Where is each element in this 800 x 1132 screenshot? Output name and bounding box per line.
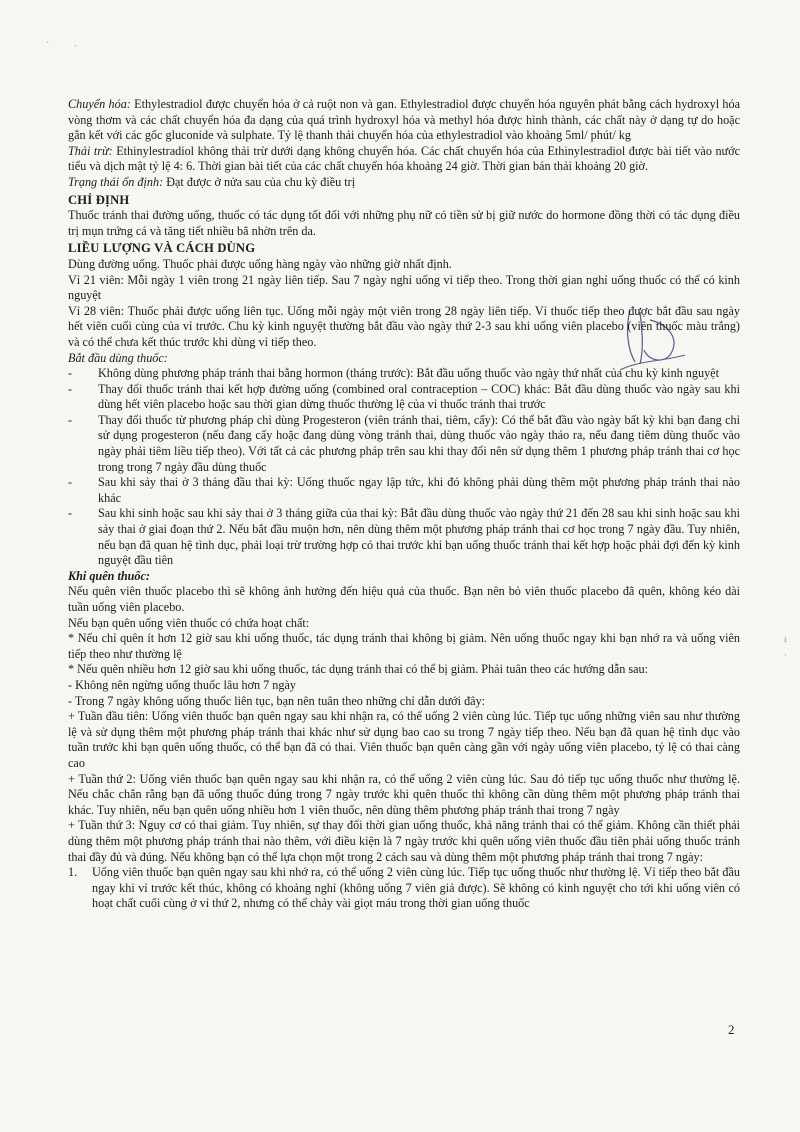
bullet-dash: - xyxy=(68,506,73,521)
paragraph-label: Chuyển hóa: xyxy=(68,97,131,111)
list-item-text: Thay đổi thuốc từ phương pháp chỉ dùng Progesteron (viên tránh thai, tiêm, cấy): Có thể bắt đầu vào ngày bất kỳ khi bạn đang chỉ sử dụng progesteron (nếu đang cấy hoặc đang dùng vòng tránh thai, dùng thuốc vào ngày tháo ra, nếu đang tiêm dùng thuốc vào ngày phải tiêm liều tiếp theo). Với tất cả các phương pháp trên sau khi thay đổi nên sử dụng thêm 1 phương pháp tránh thai cơ học trong trong 7 ngày đầu dùng thuốc xyxy=(98,412,740,474)
numbered-item xyxy=(68,865,740,912)
list-item xyxy=(68,475,740,506)
section-heading: CHỈ ĐỊNH xyxy=(68,192,130,207)
list-item-text: Thay đổi thuốc tránh thai kết hợp đường uống (combined oral contraception – COC) khác: Bắt đầu dùng thuốc vào ngày sau khi dùng hết viên placebo hoặc sau thời gian dừng thuốc thường lệ của vỉ thuốc tránh thai trước xyxy=(98,381,740,412)
paragraph: Nếu quên viên thuốc placebo thì sẽ không ảnh hưởng đến hiệu quả của thuốc. Bạn nên bỏ viên thuốc placebo đã quên, không kéo dài tuần uống viên placebo. xyxy=(68,584,740,614)
list-item-text: Sau khi sinh hoặc sau khi sảy thai ở 3 tháng giữa của thai kỳ: Bắt đầu dùng thuốc vào ngày thứ 21 đến 28 sau khi sinh hoặc sau khi sảy thai ở giai đoạn thứ 2. Nếu bắt đầu muộn hơn, nên dùng thêm một phương pháp tránh thai cơ học trong 7 ngày đầu. Tuy nhiên, nếu bạn đã quan hệ tình dục, phải loại trừ trường hợp có thai trước khi bạn uống thuốc tránh thai kết hợp hoặc phải đợi đến kỳ kinh nguyệt đầu tiên xyxy=(98,506,740,568)
paragraph xyxy=(68,175,740,191)
paragraph: * Nếu quên nhiều hơn 12 giờ sau khi uống thuốc, tác dụng tránh thai có thể bị giảm. Phải tuân theo các hướng dẫn sau: xyxy=(68,662,649,677)
paragraph: + Tuần thứ 2: Uống viên thuốc bạn quên ngay sau khi nhận ra, có thể uống 2 viên cùng lúc. Sau đó tiếp tục uống thuốc như thường lệ. Nếu chắc chắn rằng bạn đã uống thuốc đúng trong 7 ngày trước khi quên thuốc thì không cần dùng thêm một phương pháp tránh thai khác. Tuy nhiên, nếu bạn quên uống nhiều hơn 1 viên thuốc, nên dùng thêm phương pháp tránh thai trong 7 ngày xyxy=(68,771,740,817)
scan-mark: ˋ xyxy=(74,44,77,54)
list-item-text: Sau khi sảy thai ở 3 tháng đầu thai kỳ: Uống thuốc ngay lập tức, khi đó không phải dùng thêm một phương pháp tránh thai nào khác xyxy=(98,475,740,505)
subheading: Bắt đầu dùng thuốc: xyxy=(68,350,168,365)
paragraph: - Trong 7 ngày không uống thuốc liên tục, bạn nên tuân theo những chỉ dẫn dưới đây: xyxy=(68,693,486,708)
paragraph-label: Thải trừ: xyxy=(68,143,113,158)
paragraph: * Nếu chỉ quên ít hơn 12 giờ sau khi uống thuốc, tác dụng tránh thai không bị giảm. Nên uống thuốc ngay khi bạn nhớ ra và uống viên tiếp theo như thường lệ xyxy=(68,631,740,661)
paragraph: Dùng đường uống. Thuốc phải được uống hàng ngày vào những giờ nhất định. xyxy=(68,256,452,271)
bullet-dash: - xyxy=(68,381,73,396)
paragraph xyxy=(68,97,740,144)
document-body xyxy=(68,97,740,912)
paragraph: + Tuần thứ 3: Nguy cơ có thai giảm. Tuy nhiên, sự thay đổi thời gian uống thuốc, khả năng tránh thai có thể giảm. Không cần thiết phải dùng thêm một phương pháp tránh thai nào thêm, với điều kiện là 7 ngày trước khi quên uống viên thuốc đầu tiên phải uống thuốc tránh thai đầy đủ và đúng. Nếu không bạn có thể lựa chọn một trong 2 cách sau và dùng thêm một phương pháp tránh thai trong 7 ngày: xyxy=(68,818,740,864)
list-item xyxy=(68,366,740,382)
item-number: 1. xyxy=(68,865,78,880)
paragraph: - Không nên ngừng uống thuốc lâu hơn 7 ngày xyxy=(68,677,296,692)
paragraph xyxy=(68,144,740,175)
paragraph-text: Đạt được ở nửa sau của chu kỳ điều trị xyxy=(163,174,356,189)
subheading: Khi quên thuốc: xyxy=(68,568,150,583)
list-item xyxy=(68,382,740,413)
list-item-text: Không dùng phương pháp tránh thai bằng hormon (tháng trước): Bắt đầu uống thuốc vào ngày thứ nhất của chu kỳ kinh nguyệt xyxy=(98,366,719,381)
paragraph: Thuốc tránh thai đường uống, thuốc có tác dụng tốt đối với những phụ nữ có tiền sử bị giữ nước do hormone đồng thời có tác dụng điều trị mụn trứng cá và tăng tiết nhiều bã nhờn trên da. xyxy=(68,208,740,238)
scan-mark: · xyxy=(784,650,787,660)
bullet-dash: - xyxy=(68,475,73,490)
paragraph: Vỉ 21 viên: Mỗi ngày 1 viên trong 21 ngày liên tiếp. Sau 7 ngày nghỉ uống vỉ tiếp theo. Trong thời gian nghỉ uống thuốc có thể có kinh nguyệt xyxy=(68,272,740,303)
bullet-dash: - xyxy=(68,412,73,427)
paragraph: Vỉ 28 viên: Thuốc phải được uống liên tục. Uống mỗi ngày một viên trong 28 ngày liên tiếp. Vỉ thuốc tiếp theo được bắt đầu sau ngày hết viên cuối cùng của vỉ trước. Chu kỳ kinh nguyệt thường bắt đầu vào ngày thứ 2-3 sau khi uống viên placebo (viên thuốc màu trắng) và có thể chưa kết thúc trước khi dùng vỉ tiếp theo. xyxy=(68,303,740,349)
page-number: 2 xyxy=(728,1022,735,1037)
numbered-item-text: Uống viên thuốc bạn quên ngay sau khi nhớ ra, có thể uống 2 viên cùng lúc. Tiếp tục uống thuốc như thường lệ. Vỉ tiếp theo bắt đầu ngay khi vỉ trước kết thúc, không có khoảng nghỉ (không uống 7 viên giả được). Sẽ không có kinh nguyệt cho tới khi uống viên có hoạt chất cuối cùng ở vỉ thứ 2, nhưng có thể chảy vài giọt máu trong thời gian uống thuốc xyxy=(92,865,740,911)
paragraph: Nếu bạn quên uống viên thuốc có chứa hoạt chất: xyxy=(68,615,310,630)
paragraph-text: Ethylestradiol được chuyển hóa ở cả ruột non và gan. Ethylestradiol được chuyển hóa nguyên phát bằng cách hydroxyl hóa vòng thơm và các chất chuyển hóa đa dạng của quá trình hydroxyl hóa và methyl hóa được hình thành, các chất này ở dạng tự do hoặc gắn kết với các gốc gluconide và sulphate. Tỷ lệ thanh thải chuyển hóa của ethylestradiol vào khoảng 5ml/ phút/ kg xyxy=(68,97,740,143)
scan-mark: ˋ xyxy=(46,40,49,50)
paragraph-text: Ethinylestradiol không thải trừ dưới dạng không chuyển hóa. Các chất chuyển hóa của Ethinylestradiol được bài tiết vào nước tiểu và dịch mật tỷ lệ 4: 6. Thời gian bài tiết của các chất chuyển hóa khoảng 24 giờ. Thời gian bán thải khoảng 20 giờ. xyxy=(68,143,740,174)
paragraph-label: Trạng thái ổn định: xyxy=(68,174,164,189)
paragraph: + Tuần đầu tiên: Uống viên thuốc bạn quên ngay sau khi nhận ra, có thể uống 2 viên cùng lúc. Tiếp tục uống những viên sau như thường lệ và sử dụng thêm một phương pháp tránh thai khác như sử dụng bao cao su trong 7 ngày tiếp theo. Nếu bạn đã quan hệ tình dục vào tuần trước khi bạn quên uống thuốc, có thể bạn đã có thai. Viên thuốc bạn quên càng gần với ngày uống viên placebo, tỷ lệ có thai càng cao xyxy=(68,709,740,770)
bullet-dash: - xyxy=(68,366,73,381)
section-heading: LIỀU LƯỢNG VÀ CÁCH DÙNG xyxy=(68,241,256,256)
scan-mark: ı xyxy=(784,634,787,644)
list-item xyxy=(68,413,740,475)
list-item xyxy=(68,506,740,568)
